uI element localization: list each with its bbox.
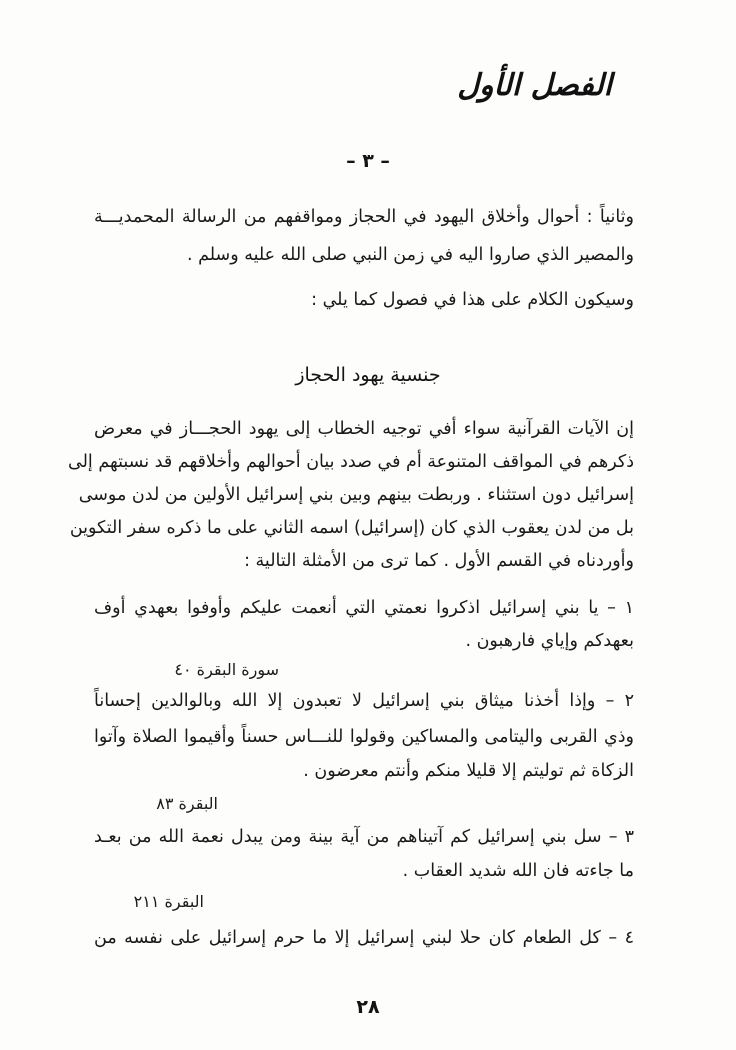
example-3-line-1: ٣ – سل بني إسرائيل كم آتيناهم من آية بينة ومن يبدل نعمة الله من بعـد (94, 827, 634, 847)
page-number: ٢٨ (356, 996, 380, 1018)
example-2-line-2: وذي القربى واليتامى والمساكين وقولوا للنـــاس حسناً وأقيموا الصلاة وآتوا (94, 727, 634, 747)
paragraph-line-4: بل من لدن يعقوب الذي كان (إسرائيل) اسمه الثاني على ما ذكره سفر التكوين (69, 518, 634, 538)
example-2-citation: البقرة ٨٣ (156, 794, 218, 813)
example-1-line-1: ١ – يا بني إسرائيل اذكروا نعمتي التي أنعمت عليكم وأوفوا بعهدي أوف (94, 598, 634, 618)
example-1-citation: سورة البقرة ٤٠ (174, 660, 279, 679)
paragraph-line-2: ذكرهم في المواقف المتنوعة أم في صدد بيان أحوالهم وأخلاقهم قد نسبتهم إلى (68, 452, 634, 472)
paragraph-line-1: إن الآيات القرآنية سواء أفي توجيه الخطاب إلى يهود الحجـــاز في معرض (94, 419, 634, 439)
example-2-line-1: ٢ – وإذا أخذنا ميثاق بني إسرائيل لا تعبدون إلا الله وبالوالدين إحساناً (94, 691, 634, 711)
intro-line-2: والمصير الذي صاروا اليه في زمن النبي صلى الله عليه وسلم . (186, 245, 634, 265)
example-3-citation: البقرة ٢١١ (133, 892, 204, 911)
chapter-heading: الفصل الأول (457, 68, 612, 103)
example-2-line-3: الزكاة ثم توليتم إلا قليلا منكم وأنتم معرضون . (303, 761, 634, 781)
section-number: – ٣ – (346, 150, 390, 172)
intro-line-3: وسيكون الكلام على هذا في فصول كما يلي : (311, 290, 634, 310)
paragraph-line-3: إسرائيل دون استثناء . وربطت بينهم وبين بني إسرائيل الأولين من لدن موسى (78, 485, 634, 505)
example-1-line-2: بعهدكم وإياي فارهبون . (465, 631, 634, 651)
section-subheading: جنسية يهود الحجاز (295, 364, 441, 386)
paragraph-line-5: وأوردناه في القسم الأول . كما ترى من الأمثلة التالية : (244, 551, 634, 571)
example-3-line-2: ما جاءته فان الله شديد العقاب . (402, 861, 634, 881)
example-4-line-1: ٤ – كل الطعام كان حلا لبني إسرائيل إلا ما حرم إسرائيل على نفسه من (94, 928, 634, 948)
intro-line-1: وثانياً : أحوال وأخلاق اليهود في الحجاز ومواقفهم من الرسالة المحمديـــة (94, 207, 634, 227)
